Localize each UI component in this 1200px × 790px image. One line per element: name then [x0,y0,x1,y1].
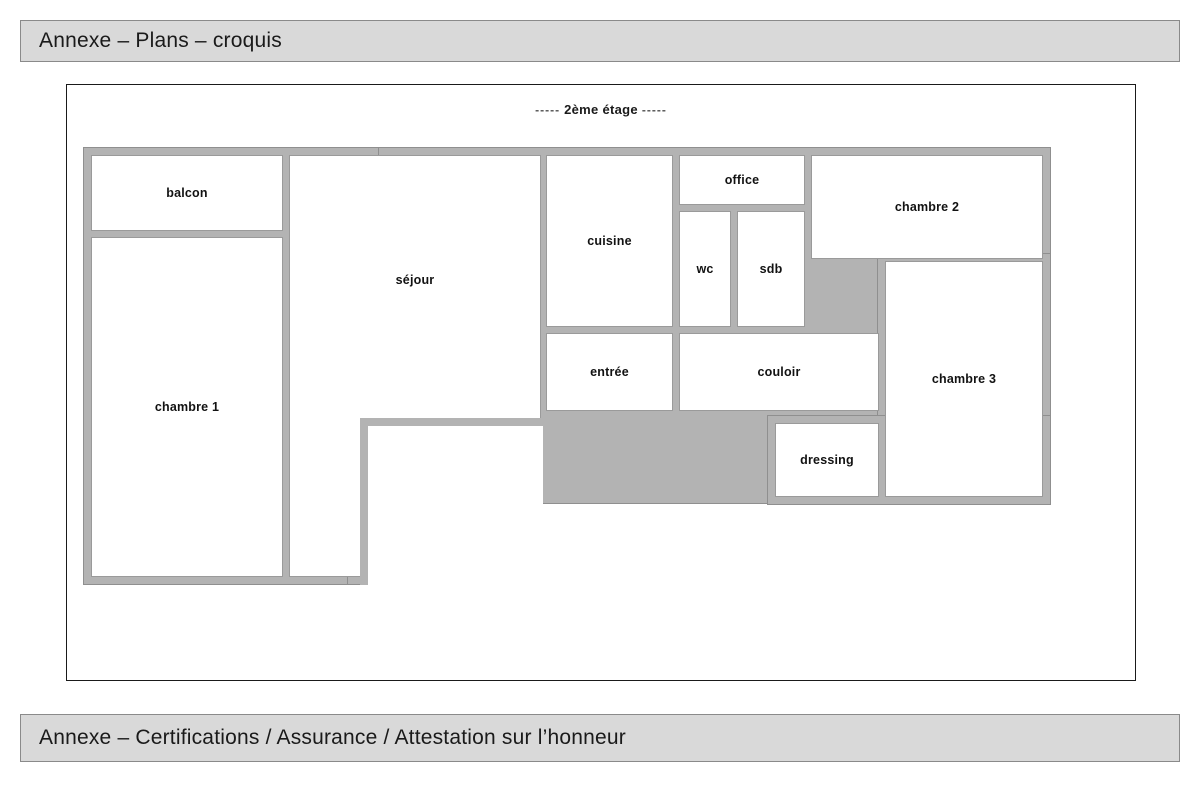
room-balcon [91,155,283,231]
room-chambre2 [811,155,1043,259]
room-cuisine [546,155,673,327]
room-couloir [679,333,879,411]
room-entree [546,333,673,411]
room-chambre3 [885,261,1043,497]
room-chambre1 [91,237,283,577]
room-sdb [737,211,805,327]
sejour-cutout [367,425,543,585]
room-label-sdb: sdb [759,262,783,276]
room-office [679,155,805,205]
room-label-chambre1: chambre 1 [154,400,220,414]
room-label-wc: wc [696,262,714,276]
section-header-plans [20,20,1180,62]
caption-text: 2ème étage [564,102,638,117]
room-label-sejour: séjour [395,273,435,287]
room-label-chambre2: chambre 2 [894,200,960,214]
room-label-balcon: balcon [166,186,208,200]
sejour-inner-edge [360,418,368,585]
section-header-certifications [20,714,1180,762]
room-label-entree: entrée [590,365,629,379]
room-wc [679,211,731,327]
room-label-office: office [724,173,760,187]
room-label-cuisine: cuisine [587,234,632,248]
floor-plan-frame [66,84,1136,681]
room-label-dressing: dressing [800,453,854,467]
room-dressing [775,423,879,497]
room-label-chambre3: chambre 3 [931,372,997,386]
section-header-plans-label: Annexe – Plans – croquis [39,29,282,52]
room-label-couloir: couloir [757,365,801,379]
caption-dash-right: ----- [641,103,667,117]
sejour-inner-edge-2 [360,418,550,426]
section-header-certifications-label: Annexe – Certifications / Assurance / Attestation sur l’honneur [39,726,626,749]
floor-plan-caption [67,102,1135,117]
caption-dash-left: ----- [535,103,561,117]
